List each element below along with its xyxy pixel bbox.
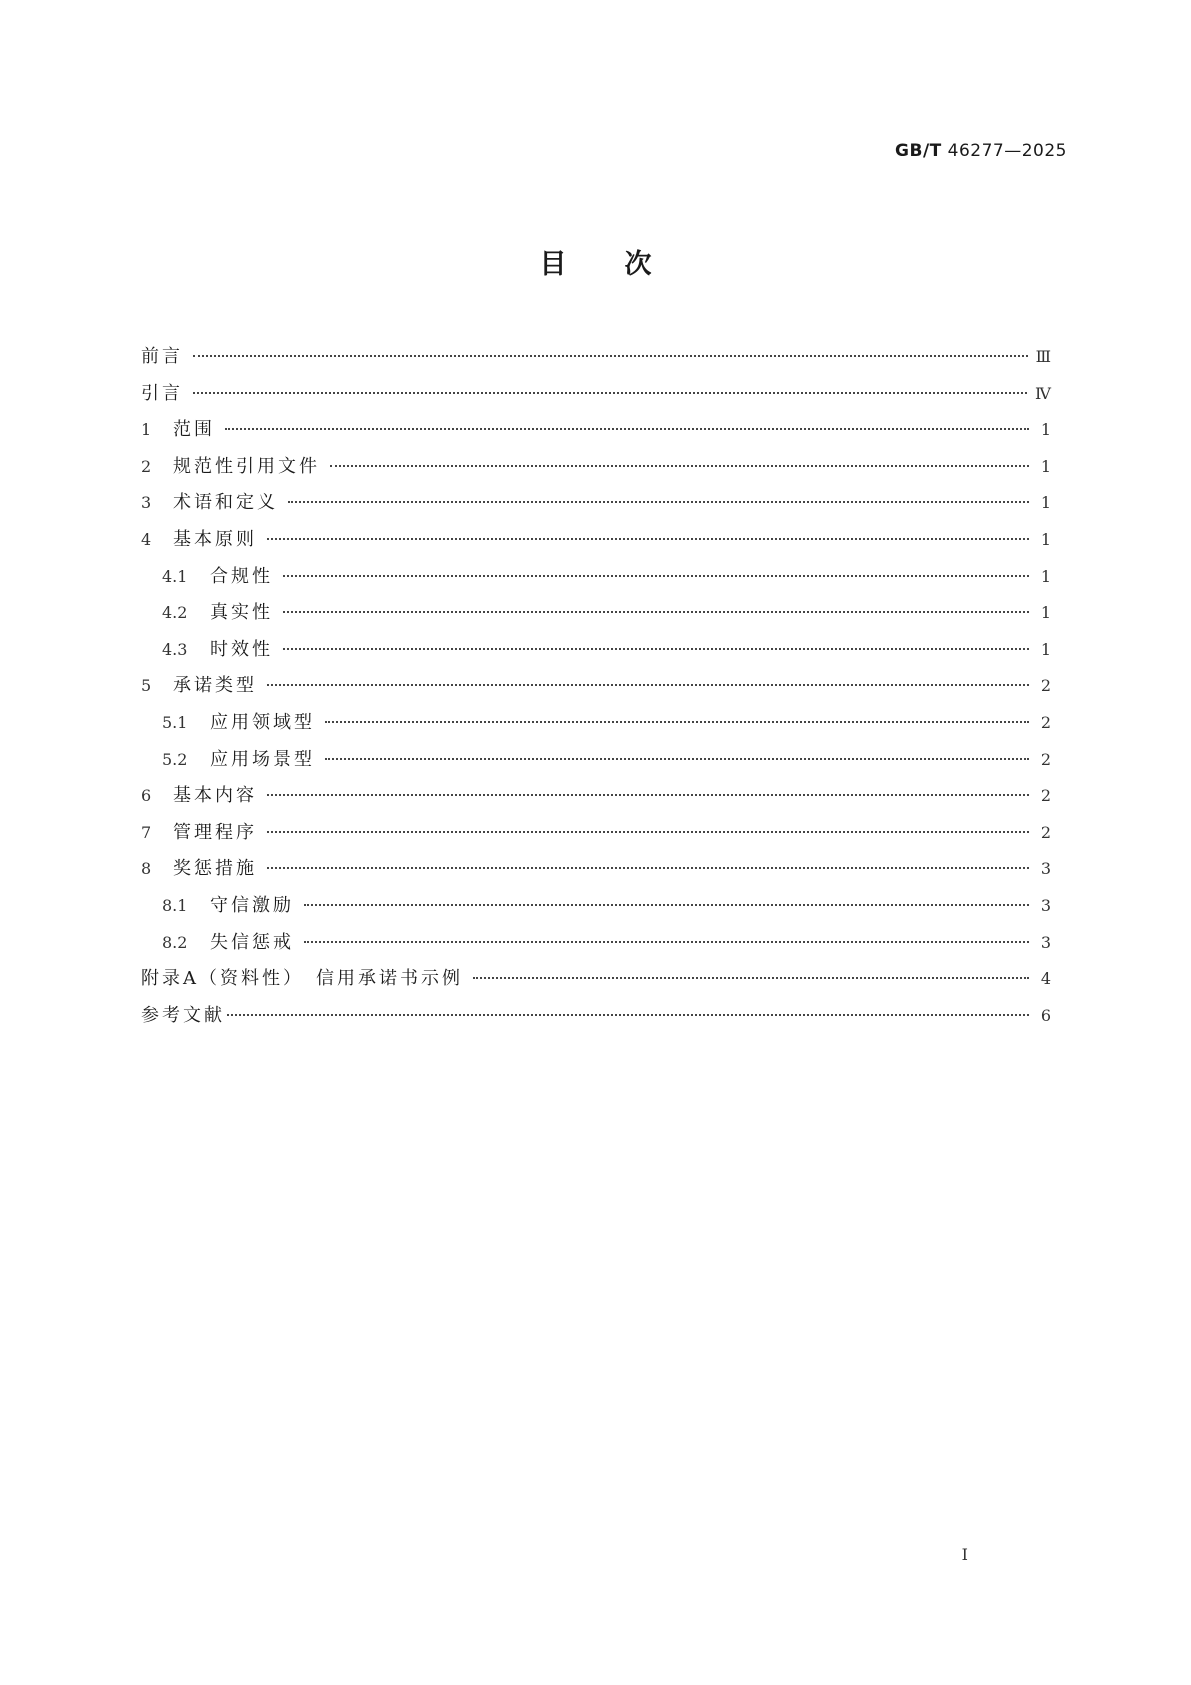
toc-page-number: 2 [1040,676,1051,696]
toc-leader-dots [267,794,1029,796]
toc-section-number: 8.2 [162,932,188,952]
toc-page-number: 1 [1040,566,1051,586]
toc-entry-label: 承诺类型 [173,675,257,697]
toc-leader-dots [304,941,1029,943]
toc-entry-7[interactable] [141,818,1051,855]
toc-entry-label: 附录A（资料性） 信用承诺书示例 [141,968,463,990]
toc-section-number: 5 [141,676,152,696]
toc-leader-dots [267,867,1029,869]
toc-page-number: 3 [1040,895,1051,915]
toc-entry-5[interactable] [141,671,1051,708]
toc-leader-dots [325,721,1029,723]
toc-entry-2[interactable] [141,452,1051,489]
toc-entry-label: 应用领域型 [210,711,315,733]
page-folio-number: Ⅰ [961,1545,968,1564]
toc-leader-dots [267,684,1029,686]
toc-section-number: 1 [141,420,152,440]
toc-section-number: 4 [141,529,152,549]
toc-page-number: Ⅲ [1035,347,1051,366]
toc-entry-label: 管理程序 [173,821,257,843]
toc-page-number: 2 [1040,712,1051,732]
toc-entry-label: 合规性 [210,565,273,587]
toc-leader-dots [283,648,1029,650]
toc-entry-label: 应用场景型 [210,748,315,770]
toc-entry-label: 奖惩措施 [173,858,257,880]
toc-section-number: 4.1 [162,566,188,586]
toc-leader-dots [225,428,1029,430]
toc-entry-5-1[interactable] [141,708,1051,745]
toc-page-number: Ⅳ [1035,383,1051,403]
toc-page-number: 2 [1040,749,1051,769]
toc-leader-dots [304,904,1029,906]
toc-section-number: 5.1 [162,712,188,732]
toc-page-number: 4 [1040,969,1051,989]
toc-section-number: 3 [141,493,152,513]
toc-entry-4-1[interactable] [141,562,1051,599]
toc-entry-5-2[interactable] [141,745,1051,782]
toc-leader-dots [267,831,1029,833]
toc-page-number: 6 [1040,1005,1051,1025]
toc-leader-dots [267,538,1029,540]
toc-entry-8-1[interactable] [141,891,1051,928]
toc-entry-bibliography[interactable] [141,1001,1051,1038]
toc-entry-label: 引言 [141,382,183,404]
toc-leader-dots [325,758,1029,760]
toc-entry-label: 真实性 [210,602,273,624]
toc-section-number: 7 [141,822,152,842]
toc-entry-label: 参考文献 [141,1004,225,1026]
page-title: 目次 [539,249,710,280]
toc-entry-label: 基本原则 [173,528,257,550]
toc-page-number: 1 [1040,603,1051,623]
toc-entry-label: 规范性引用文件 [173,455,320,477]
toc-leader-dots [283,611,1029,613]
toc-entry-label: 失信惩戒 [210,931,294,953]
toc-leader-dots [227,1014,1029,1016]
toc-section-number: 6 [141,786,152,806]
toc-entry-6[interactable] [141,781,1051,818]
toc-page-number: 1 [1040,639,1051,659]
toc-entry-label: 术语和定义 [173,492,278,514]
standard-code [895,141,1067,161]
toc-leader-dots [193,355,1028,357]
toc-page-number: 3 [1040,932,1051,952]
toc-entry-introduction[interactable] [141,379,1051,416]
toc-entry-label: 范围 [173,419,215,441]
toc-leader-dots [193,392,1027,394]
toc-section-number: 5.2 [162,749,188,769]
toc-leader-dots [283,575,1029,577]
toc-leader-dots [330,465,1029,467]
table-of-contents [141,342,1051,1037]
toc-entry-label: 守信激励 [210,894,294,916]
toc-section-number: 4.2 [162,603,188,623]
toc-page-number: 1 [1040,493,1051,513]
toc-page-number: 1 [1040,456,1051,476]
toc-entry-4-2[interactable] [141,598,1051,635]
toc-page-number: 1 [1040,529,1051,549]
toc-section-number: 4.3 [162,639,188,659]
toc-section-number: 8 [141,859,152,879]
toc-section-number: 2 [141,456,152,476]
toc-page-number: 2 [1040,822,1051,842]
toc-entry-1[interactable] [141,415,1051,452]
toc-page-number: 1 [1040,420,1051,440]
toc-entry-foreword[interactable] [141,342,1051,379]
standard-prefix: GB/T [895,141,942,161]
toc-page-number: 2 [1040,786,1051,806]
toc-entry-label: 前言 [141,346,183,367]
toc-leader-dots [473,977,1029,979]
toc-page-number: 3 [1040,859,1051,879]
toc-leader-dots [288,501,1029,503]
toc-entry-appendix-a[interactable] [141,964,1051,1001]
toc-entry-4[interactable] [141,525,1051,562]
standard-number: 46277—2025 [947,141,1067,161]
toc-section-number: 8.1 [162,895,188,915]
toc-entry-label: 时效性 [210,638,273,660]
toc-entry-4-3[interactable] [141,635,1051,672]
toc-entry-8-2[interactable] [141,928,1051,965]
toc-entry-3[interactable] [141,488,1051,525]
toc-entry-8[interactable] [141,854,1051,891]
toc-entry-label: 基本内容 [173,785,257,807]
